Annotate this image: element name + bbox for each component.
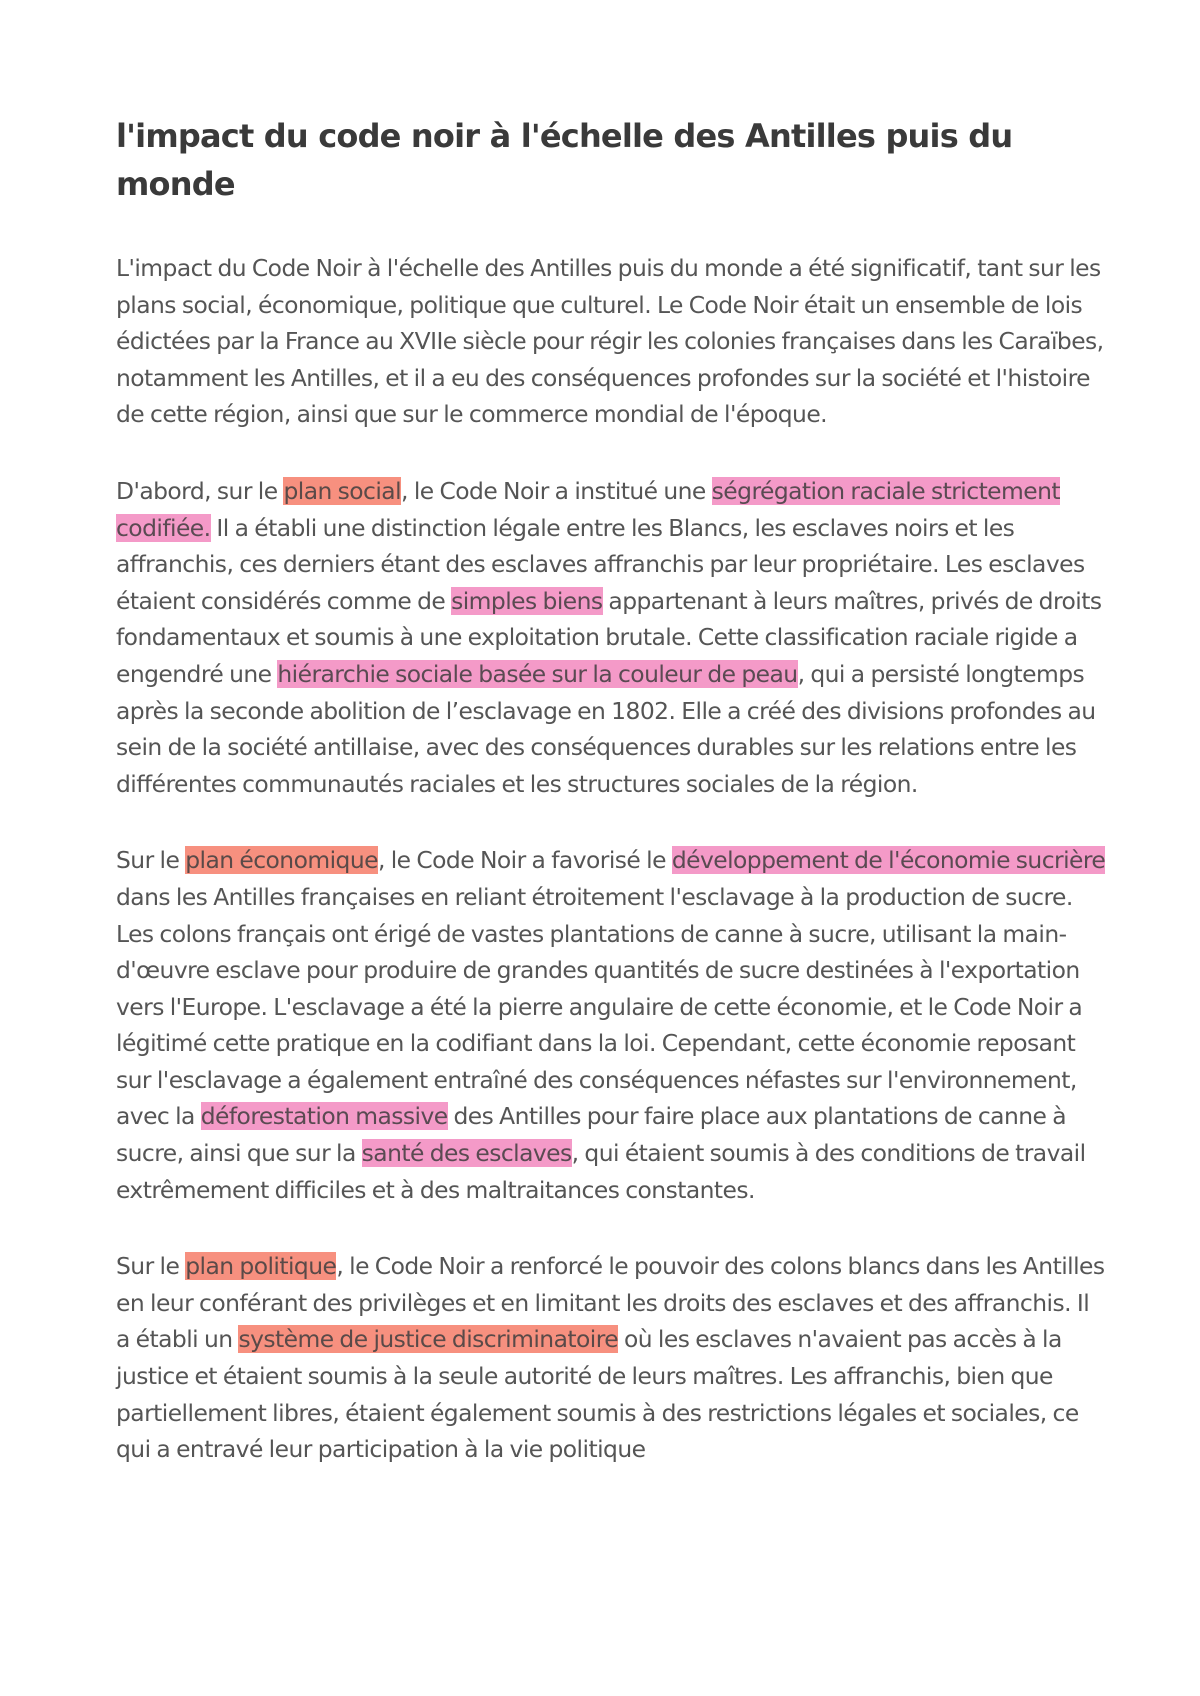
page-title: l'impact du code noir à l'échelle des Antilles puis du monde xyxy=(116,117,1013,203)
highlight-plan-politique: plan politique xyxy=(185,1252,337,1281)
political-paragraph xyxy=(116,1248,1106,1468)
economic-paragraph xyxy=(116,842,1106,1208)
highlight-segregation-raciale: ségrégation raciale strictement codifiée. xyxy=(116,476,1060,542)
text-segment: D'abord, sur le xyxy=(116,476,284,505)
intro-paragraph: L'impact du Code Noir à l'échelle des Antilles puis du monde a été significatif, tant sur les plans social, économique, politique que culturel. Le Code Noir était un ensemble de lois édictées par la France au XVIIe siècle pour régir les colonies françaises dans les Caraïbes, notamment les Antilles, et il a eu des conséquences profondes sur la société et l'histoire de cette région, ainsi que sur le commerce mondial de l'époque. xyxy=(116,254,1104,429)
highlight-deforestation: déforestation massive xyxy=(200,1102,448,1131)
text-segment: , qui a persisté longtemps après la seconde abolition de l’esclavage en 1802. Elle a créé des divisions profondes au sein de la société antillaise, avec des conséquences durables sur les relations entre les différentes communautés raciales et les structures sociales de la région. xyxy=(116,659,1096,798)
highlight-simples-biens: simples biens xyxy=(451,586,603,615)
text-segment: dans les Antilles françaises en reliant étroitement l'esclavage à la production de sucre. Les colons français ont érigé de vastes plantations de canne à sucre, utilisant la main-d'œuvre esclave pour produire de grandes quantités de sucre destinées à l'exportation vers l'Europe. L'esclavage a été la pierre angulaire de cette économie, et le Code Noir a légitimé cette pratique en la codifiant dans la loi. Cependant, cette économie reposant sur l'esclavage a également entraîné des conséquences néfastes sur l'environnement, avec la xyxy=(116,882,1083,1131)
text-segment: où les esclaves n'avaient pas accès à la justice et étaient soumis à la seule autorité de leurs maîtres. Les affranchis, bien que partiellement libres, étaient également soumis à des restrictions légales et sociales, ce qui a entravé leur participation à la vie politique xyxy=(116,1325,1079,1464)
highlight-justice-discriminatoire: système de justice discriminatoire xyxy=(238,1325,619,1354)
text-segment: , le Code Noir a institué une xyxy=(401,476,712,505)
text-segment: , le Code Noir a favorisé le xyxy=(377,846,672,875)
text-segment: appartenant à leurs maîtres, privés de droits fondamentaux et soumis à une exploitation brutale. Cette classification raciale rigide a engendré une xyxy=(116,586,1102,688)
highlight-plan-social: plan social xyxy=(283,476,402,505)
document-page xyxy=(116,112,1106,1508)
text-segment: Sur le xyxy=(116,846,186,875)
highlight-hierarchie-sociale: hiérarchie sociale basée sur la couleur de peau xyxy=(277,659,798,688)
highlight-plan-economique: plan économique xyxy=(185,846,378,875)
text-segment: Il a établi une distinction légale entre les Blancs, les esclaves noirs et les affranchis, ces derniers étant des esclaves affranchis par leur propriétaire. Les esclaves étaient considérés comme de xyxy=(116,513,1085,615)
text-segment: Sur le xyxy=(116,1252,186,1281)
text-segment: , qui étaient soumis à des conditions de travail extrêmement difficiles et à des maltraitances constantes. xyxy=(116,1139,1086,1204)
text-segment: des Antilles pour faire place aux plantations de canne à sucre, ainsi que sur la xyxy=(116,1102,1067,1168)
social-paragraph xyxy=(116,473,1106,802)
highlight-economie-sucriere: développement de l'économie sucrière xyxy=(671,846,1106,875)
highlight-sante-esclaves: santé des esclaves xyxy=(361,1139,572,1168)
text-segment: , le Code Noir a renforcé le pouvoir des colons blancs dans les Antilles en leur conférant des privilèges et en limitant les droits des esclaves et des affranchis. Il a établi un xyxy=(116,1252,1105,1354)
